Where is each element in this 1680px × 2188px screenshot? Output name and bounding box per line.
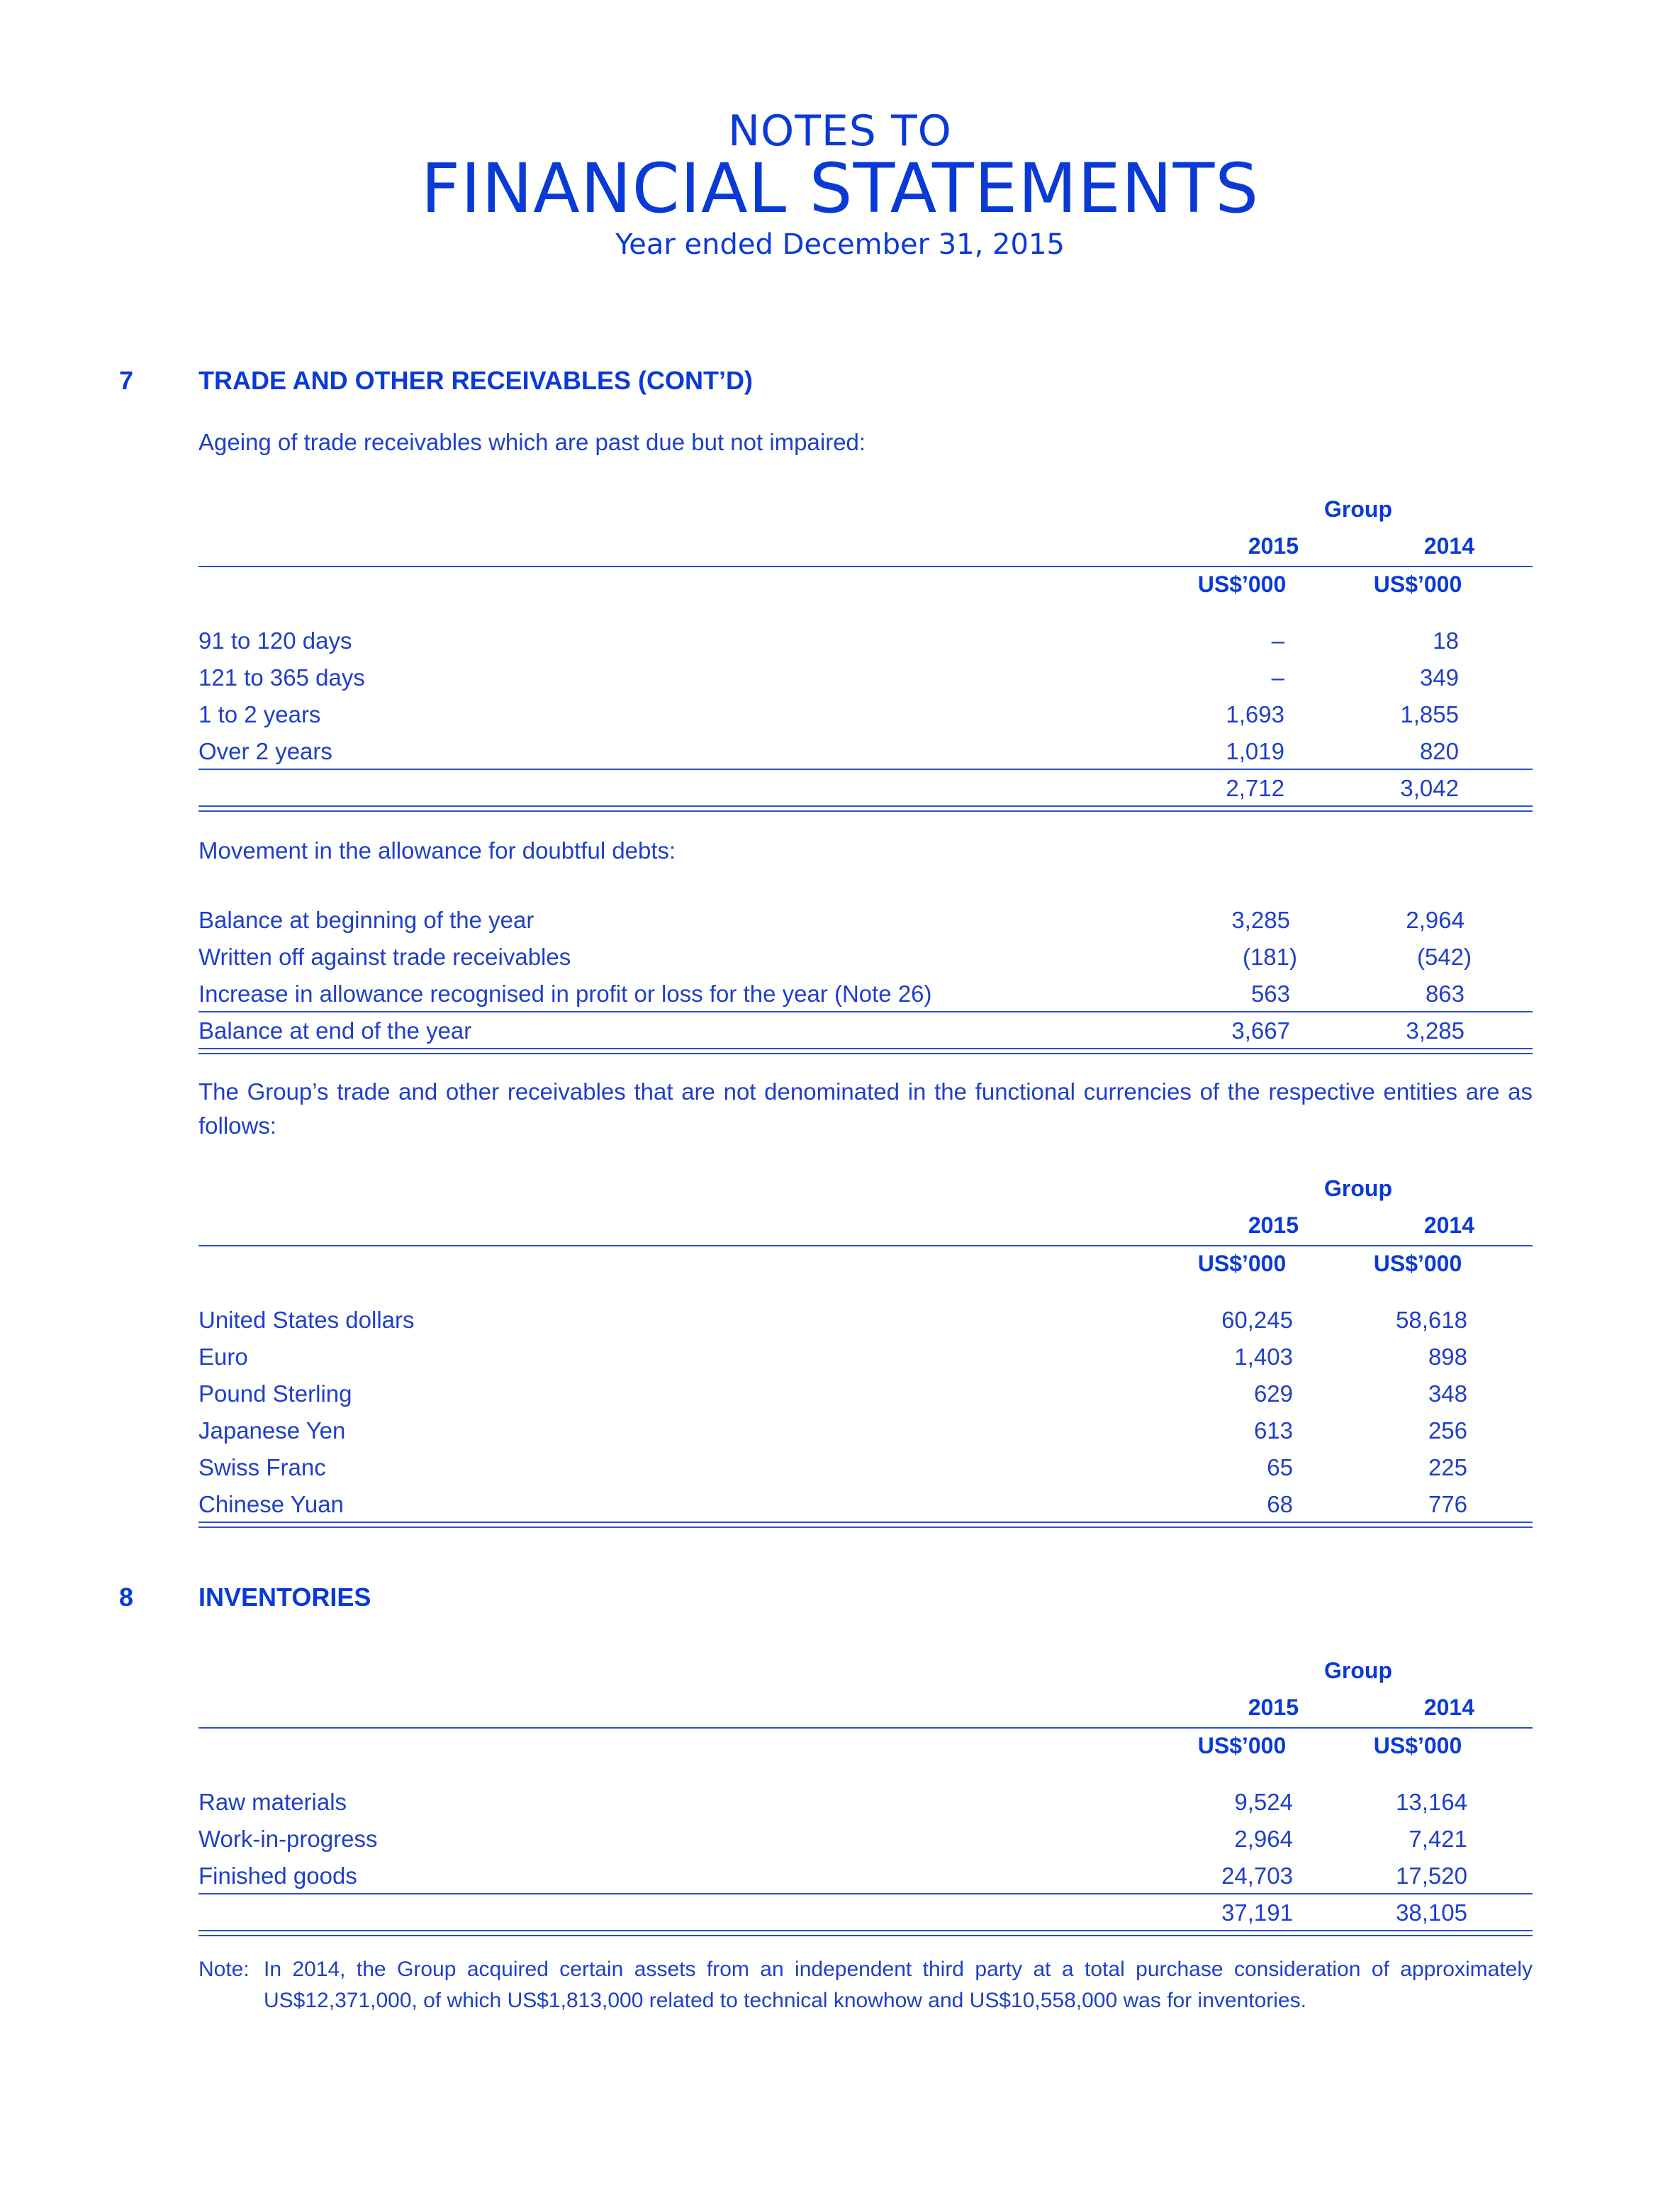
row-value-2014: 18 <box>1433 627 1459 654</box>
currency-unit-2014: US$’000 <box>1373 1251 1462 1276</box>
total-value-2015: 3,667 <box>1231 1017 1290 1044</box>
row-value-2015: 563 <box>1250 981 1290 1007</box>
row-value-2014: 820 <box>1419 738 1459 764</box>
row-value-2015: – <box>1271 664 1284 691</box>
total-value-2014: 3,042 <box>1400 775 1459 801</box>
row-value-2014: 1,855 <box>1400 701 1459 727</box>
ageing-unit-2014: US$’000 <box>1373 571 1462 597</box>
currency-header-rule <box>198 1245 1533 1246</box>
allowance-total-double-rule <box>198 1048 1533 1054</box>
table-row <box>198 1486 1533 1523</box>
row-value-2014: 13,164 <box>1396 1789 1467 1815</box>
row-value-2015: 3,285 <box>1231 907 1290 933</box>
row-value-2015: 629 <box>1253 1380 1293 1407</box>
table-row <box>198 939 1533 976</box>
row-value-2014: 348 <box>1428 1380 1467 1407</box>
row-label: Raw materials <box>198 1789 347 1815</box>
inventories-year-2015: 2015 <box>1248 1695 1299 1720</box>
row-value-2015: 60,245 <box>1221 1307 1293 1333</box>
table-row <box>198 1784 1533 1821</box>
row-value-2015: 68 <box>1267 1491 1293 1517</box>
section-8-title: INVENTORIES <box>198 1583 371 1612</box>
row-label: Chinese Yuan <box>198 1491 344 1517</box>
row-label: Japanese Yen <box>198 1417 346 1444</box>
row-label: Finished goods <box>198 1863 357 1889</box>
inventories-unit-2014: US$’000 <box>1373 1733 1462 1758</box>
table-row <box>198 1339 1533 1375</box>
row-value-2014: (542) <box>1416 944 1472 970</box>
table-row <box>198 1302 1533 1339</box>
row-label: Balance at end of the year <box>198 1017 472 1044</box>
row-value-2015: 1,019 <box>1226 738 1284 764</box>
table-row <box>198 902 1533 939</box>
inventories-unit-2015: US$’000 <box>1197 1733 1287 1758</box>
row-value-2015: 2,964 <box>1234 1826 1293 1852</box>
row-value-2014: 2,964 <box>1406 907 1465 933</box>
inventories-group-label: Group <box>1324 1658 1392 1683</box>
table-row <box>198 623 1533 659</box>
row-value-2014: 776 <box>1428 1491 1467 1517</box>
row-label: 121 to 365 days <box>198 664 365 691</box>
row-value-2015: (181) <box>1242 944 1297 970</box>
currency-group-label: Group <box>1324 1176 1392 1201</box>
total-value-2014: 3,285 <box>1406 1017 1465 1044</box>
inventories-header-rule <box>198 1727 1533 1729</box>
table-row <box>198 696 1533 733</box>
table-row <box>198 659 1533 696</box>
row-label: Balance at beginning of the year <box>198 907 534 933</box>
currency-year-2015: 2015 <box>1248 1212 1299 1238</box>
table-row <box>198 1821 1533 1858</box>
row-label: Work-in-progress <box>198 1826 378 1852</box>
table-row <box>198 1449 1533 1486</box>
row-value-2015: 1,403 <box>1234 1344 1293 1370</box>
section-8-number: 8 <box>119 1583 134 1612</box>
row-value-2015: 1,693 <box>1226 701 1284 727</box>
page-header-period: Year ended December 31, 2015 <box>615 228 1065 261</box>
row-value-2014: 17,520 <box>1396 1863 1467 1889</box>
row-value-2014: 863 <box>1425 981 1465 1007</box>
note-label: Note: <box>198 1958 250 1981</box>
page-header-line1: NOTES TO <box>728 106 952 156</box>
row-value-2015: 613 <box>1253 1417 1293 1444</box>
row-value-2014: 898 <box>1428 1344 1467 1370</box>
ageing-header-rule <box>198 566 1533 567</box>
table-total-row <box>198 770 1533 807</box>
total-value-2015: 2,712 <box>1226 775 1284 801</box>
row-value-2014: 58,618 <box>1396 1307 1467 1333</box>
currency-intro: The Group’s trade and other receivables that are not denominated in the functional currencies of the respective entities are as follows: <box>198 1078 1533 1139</box>
total-value-2015: 37,191 <box>1221 1899 1293 1926</box>
row-label: 91 to 120 days <box>198 627 352 654</box>
row-label: Increase in allowance recognised in profit or loss for the year (Note 26) <box>198 981 932 1007</box>
ageing-unit-2015: US$’000 <box>1197 571 1287 597</box>
ageing-intro: Ageing of trade receivables which are past due but not impaired: <box>198 429 866 455</box>
allowance-intro: Movement in the allowance for doubtful debts: <box>198 837 676 864</box>
row-label: Over 2 years <box>198 738 332 764</box>
row-label: United States dollars <box>198 1307 415 1333</box>
note-text: In 2014, the Group acquired certain assets from an independent third party at a total purchase consideration of approximately US$12,371,000, of which US$1,813,000 related to technical knowhow and US$10,558,000 was for inventories. <box>264 1958 1533 2012</box>
row-value-2014: 225 <box>1428 1454 1467 1480</box>
currency-total-double-rule <box>198 1522 1533 1528</box>
table-row <box>198 1375 1533 1412</box>
currency-unit-2015: US$’000 <box>1197 1251 1287 1276</box>
row-label: 1 to 2 years <box>198 701 321 727</box>
section-7-number: 7 <box>119 366 134 395</box>
page-header-title: FINANCIAL STATEMENTS <box>420 149 1260 228</box>
row-label: Euro <box>198 1344 248 1370</box>
total-value-2014: 38,105 <box>1396 1899 1467 1926</box>
row-value-2014: 349 <box>1419 664 1459 691</box>
table-row <box>198 976 1533 1012</box>
row-label: Pound Sterling <box>198 1380 352 1407</box>
ageing-group-label: Group <box>1324 496 1392 522</box>
table-row <box>198 1858 1533 1894</box>
row-value-2015: 65 <box>1267 1454 1293 1480</box>
row-value-2014: 256 <box>1428 1417 1467 1444</box>
row-label: Written off against trade receivables <box>198 944 571 970</box>
table-row <box>198 1412 1533 1449</box>
inventories-total-double-rule <box>198 1930 1533 1936</box>
row-value-2015: 9,524 <box>1234 1789 1293 1815</box>
inventories-year-2014: 2014 <box>1423 1695 1474 1720</box>
ageing-year-2015: 2015 <box>1248 533 1299 559</box>
ageing-total-double-rule <box>198 805 1533 812</box>
currency-year-2014: 2014 <box>1423 1212 1474 1238</box>
section-7-title: TRADE AND OTHER RECEIVABLES (CONT’D) <box>198 366 753 395</box>
row-value-2014: 7,421 <box>1409 1826 1467 1852</box>
row-value-2015: 24,703 <box>1221 1863 1293 1889</box>
ageing-year-2014: 2014 <box>1423 533 1474 559</box>
table-total-row <box>198 1012 1533 1049</box>
table-row <box>198 733 1533 770</box>
table-total-row <box>198 1894 1533 1931</box>
row-value-2015: – <box>1271 627 1284 654</box>
row-label: Swiss Franc <box>198 1454 326 1480</box>
